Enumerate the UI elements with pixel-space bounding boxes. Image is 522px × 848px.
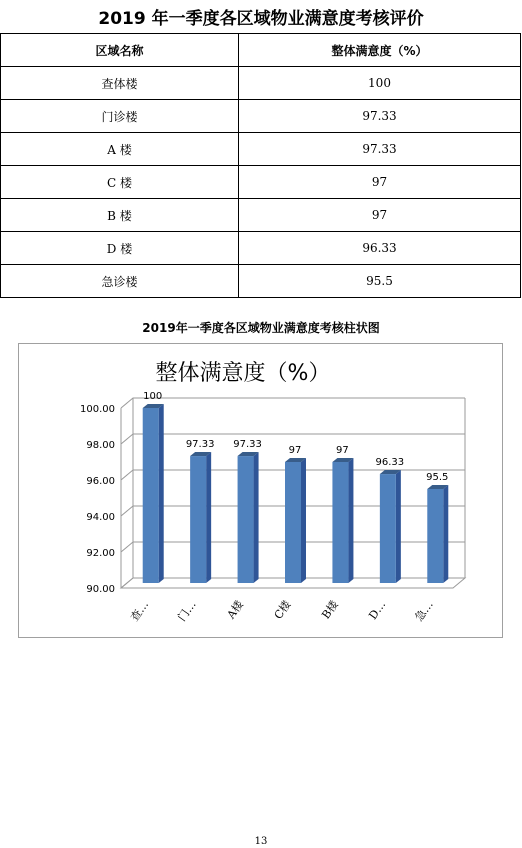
bar-side [254, 452, 259, 583]
bar [332, 462, 348, 583]
header-score: 整体满意度（%） [239, 34, 521, 67]
table-row [1, 166, 521, 199]
chart-frame [18, 343, 503, 638]
table-row [1, 199, 521, 232]
x-tick-label: 急… [412, 598, 436, 624]
data-label: 97.33 [233, 439, 262, 451]
x-tick-label: A楼 [224, 598, 247, 622]
table-row [1, 133, 521, 166]
bar-side [443, 485, 448, 583]
area-cell: 查体楼 [1, 67, 239, 100]
table-row [1, 100, 521, 133]
bar-side [301, 458, 306, 583]
header-area: 区域名称 [1, 34, 239, 67]
data-label: 97.33 [185, 439, 215, 451]
y-tick-label: 100.00 [80, 404, 115, 415]
document-title: 2019 年一季度各区域物业满意度考核评价 [98, 9, 424, 29]
score-cell: 97.33 [239, 133, 521, 166]
score-cell: 100 [239, 67, 521, 100]
gridline [121, 398, 465, 408]
data-label: 100 [143, 391, 163, 402]
area-cell: A 楼 [1, 133, 239, 166]
bar-side [348, 458, 353, 583]
bar [427, 489, 443, 583]
data-label: 97 [336, 445, 349, 456]
data-label: 97 [288, 445, 302, 456]
bar [285, 462, 301, 583]
y-tick-label: 90.00 [86, 584, 115, 595]
data-label: 96.33 [375, 457, 405, 469]
x-tick-label: D… [366, 598, 389, 622]
bar [143, 408, 159, 583]
y-tick-label: 98.00 [86, 440, 115, 451]
x-tick-label: C楼 [271, 598, 294, 622]
chart-title: 整体满意度（%） [155, 361, 331, 386]
bar-side [396, 470, 401, 583]
bar [190, 456, 206, 583]
score-cell: 96.33 [239, 232, 521, 265]
score-cell: 97 [239, 166, 521, 199]
bar [238, 456, 254, 583]
y-tick-label: 96.00 [86, 476, 115, 487]
bar [380, 474, 396, 583]
bar-side [159, 404, 164, 583]
area-cell: D 楼 [1, 232, 239, 265]
score-cell: 95.5 [239, 265, 521, 298]
bar-side [206, 452, 211, 583]
table-row [1, 232, 521, 265]
y-tick-label: 94.00 [86, 512, 115, 523]
page-number: 13 [254, 836, 268, 847]
table-header-row [1, 34, 521, 67]
x-tick-label: 查… [127, 598, 152, 624]
score-cell: 97 [239, 199, 521, 232]
area-cell: C 楼 [1, 166, 239, 199]
x-tick-label: B楼 [319, 598, 341, 622]
data-label: 95.5 [426, 472, 449, 483]
area-cell: 门诊楼 [1, 100, 239, 133]
satisfaction-table [0, 33, 521, 298]
table-row [1, 265, 521, 298]
area-cell: 急诊楼 [1, 265, 239, 298]
area-cell: B 楼 [1, 199, 239, 232]
bar-chart [19, 344, 502, 637]
table-row [1, 67, 521, 100]
y-tick-label: 92.00 [86, 548, 115, 559]
score-cell: 97.33 [239, 100, 521, 133]
x-tick-label: 门… [175, 598, 199, 624]
gridline [121, 434, 465, 444]
chart-caption: 2019年一季度各区域物业满意度考核柱状图 [142, 321, 380, 335]
